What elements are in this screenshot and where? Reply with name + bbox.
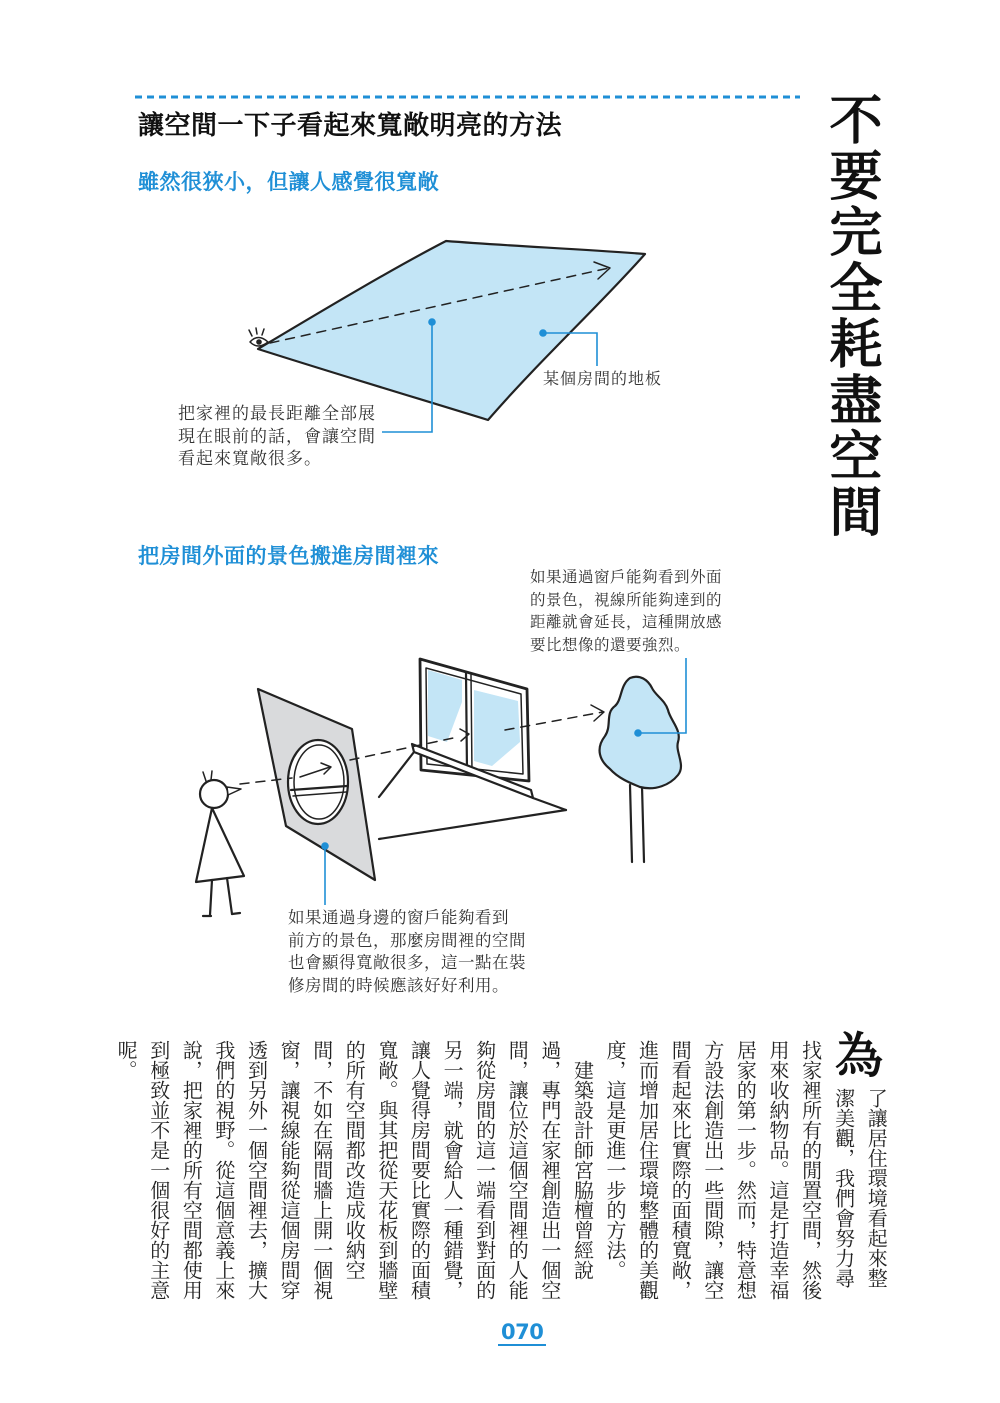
body-column: 窗，讓視線能夠從這個房間穿 <box>277 1040 302 1300</box>
body-text-columns <box>110 1040 827 1304</box>
outside-view-note-line: 如果通過窗戶能夠看到外面 <box>530 568 723 586</box>
wall-base-line <box>533 798 566 810</box>
body-column: 間看起來比實際的面積寬敞， <box>668 1040 693 1300</box>
section-title: 讓空間一下子看起來寬敞明亮的方法 <box>138 111 563 141</box>
floor-label: 某個房間的地板 <box>543 369 663 388</box>
body-column: 另一端，就會給人一種錯覺， <box>440 1040 465 1300</box>
body-column: 度，這是更進一步的方法。 <box>603 1040 628 1280</box>
window-mullion <box>471 675 472 773</box>
body-column: 我們的視野。從這個意義上來 <box>211 1040 236 1300</box>
tree-icon <box>600 677 681 862</box>
outside-view-note-line: 的景色，視線所能夠達到的 <box>530 590 723 609</box>
body-column: 了讓居住環境看起來整 <box>864 1088 889 1288</box>
body-column: 的所有空間都改造成收納空 <box>342 1040 367 1280</box>
body-column: 潔美觀，我們會努力尋 <box>831 1088 856 1288</box>
body-column: 建築設計師宮脇檀曾經說 <box>570 1040 595 1280</box>
outside-view-note-line: 要比想像的還要強烈。 <box>530 635 691 654</box>
distance-note <box>178 403 376 471</box>
body-column: 間，讓位於這個空間裡的人能 <box>505 1040 530 1300</box>
round-window-outer <box>288 740 348 824</box>
eye-lash <box>256 328 257 334</box>
eye-pupil <box>256 339 262 345</box>
body-lead-columns <box>827 1088 892 1302</box>
view-illustration-caption: 把房間外面的景色搬進房間裡來 <box>138 544 439 568</box>
eye-lash <box>249 330 252 336</box>
outside-view-note <box>530 566 722 656</box>
view-sightline-segment <box>505 712 603 730</box>
window-glass-patch <box>428 670 462 742</box>
page-number: 070 <box>498 1320 546 1346</box>
body-column: 進而增加居住環境整體的美觀 <box>635 1040 660 1300</box>
body-column: 居家的第一步。然而，特意想 <box>733 1040 758 1300</box>
body-column: 讓人覺得房間要比實際的面積 <box>407 1040 432 1300</box>
nearby-window-note-line: 如果通過身邊的窗戶能夠看到 <box>288 908 509 927</box>
nearby-window-note-line: 修房間的時候應該好好利用。 <box>288 975 509 995</box>
body-column: 說，把家裡的所有空間都使用 <box>179 1040 204 1300</box>
outside-view-note-line: 距離就會延長，這種開放感 <box>530 613 723 631</box>
person-hair <box>203 771 212 781</box>
body-column: 用來收納物品。這是打造幸福 <box>766 1040 790 1300</box>
nearby-window-note-line: 前方的景色，那麼房間裡的空間 <box>288 930 526 950</box>
body-column: 透到另外一個空間裡去，擴大 <box>244 1040 269 1300</box>
view-illustration <box>196 658 686 916</box>
partition-panel <box>258 689 375 880</box>
body-column: 找家裡所有的閒置空間，然後 <box>798 1040 823 1300</box>
person-head <box>200 780 228 808</box>
person-leg <box>227 878 232 914</box>
body-column: 過，專門在家裡創造出一個空 <box>537 1040 562 1300</box>
floor-illustration-caption: 雖然很狹小，但讓人感覺很寬敞 <box>138 170 439 194</box>
person-icon <box>196 771 244 916</box>
room-floor-shape <box>258 241 645 420</box>
tree-trunk <box>642 786 644 862</box>
tree-trunk <box>630 785 632 862</box>
eye-lash <box>262 329 264 335</box>
body-column: 寬敞。與其把從天花板到牆壁 <box>374 1040 399 1300</box>
distance-note-line: 現在眼前的話，會讓空間 <box>178 426 376 447</box>
room-window <box>379 659 566 839</box>
eye-icon <box>249 328 268 346</box>
body-drop-cap: 為 <box>834 1028 883 1084</box>
person-beak <box>227 787 241 795</box>
wall-corner-line <box>379 752 414 797</box>
distance-note-line: 把家裡的最長距離全部展 <box>178 404 376 424</box>
body-column: 呢。 <box>114 1040 139 1080</box>
body-column: 方設法創造出一些間隙，讓空 <box>700 1040 725 1300</box>
body-column: 到極致並不是一個很好的主意 <box>146 1040 171 1300</box>
person-leg <box>210 880 212 915</box>
distance-note-line: 看起來寬敞很多。 <box>178 449 322 469</box>
body-column: 夠從房間的這一端看到對面的 <box>472 1040 497 1300</box>
person-dress <box>196 808 244 882</box>
body-column: 間，不如在隔間牆上開一個視 <box>309 1040 334 1300</box>
nearby-window-note <box>288 907 526 997</box>
person-foot <box>232 913 240 914</box>
view-sightline-arrowhead <box>591 705 604 721</box>
nearby-window-note-line: 也會顯得寬敞很多，這一點在裝 <box>288 953 526 972</box>
floor-line <box>379 810 566 839</box>
window-mullion <box>466 673 467 772</box>
chapter-title: 不要完全耗盡空間 <box>821 92 882 540</box>
